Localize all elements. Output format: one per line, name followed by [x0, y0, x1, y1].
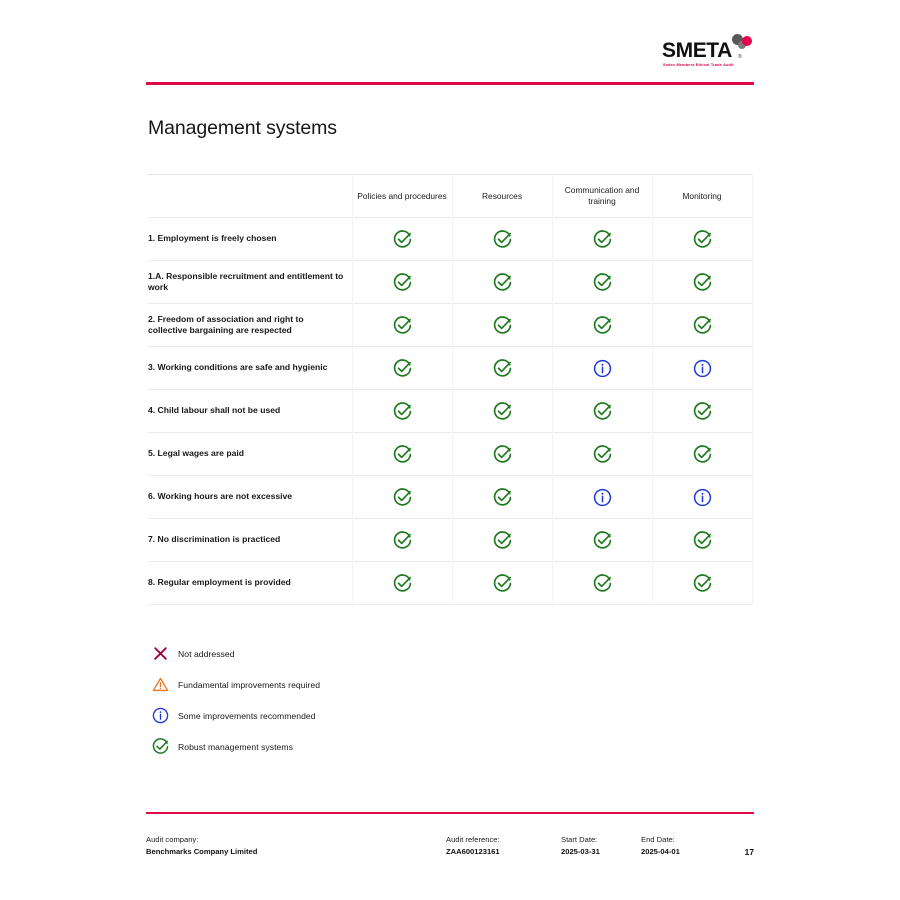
page-header: [146, 34, 754, 84]
robust-check-icon: [493, 574, 512, 593]
robust-check-icon: [493, 273, 512, 292]
footer-audit-company: [146, 833, 257, 858]
logo-dot-pink-icon: [742, 36, 752, 46]
table-row: [148, 260, 752, 303]
logo-wordmark: SMETA: [662, 39, 732, 62]
rating-cell-r2-c1: [352, 261, 452, 303]
rating-cell-r6-c2: [452, 433, 552, 475]
rating-cell-r9-c2: [452, 562, 552, 604]
row-label: 7. No discrimination is practiced: [148, 534, 281, 545]
row-label: 3. Working conditions are safe and hygienic: [148, 362, 328, 373]
robust-check-icon: [593, 273, 612, 292]
legend-icon-warning: [152, 676, 178, 693]
rating-cell-r4-c1: [352, 347, 452, 389]
robust-check-icon: [493, 359, 512, 378]
rating-cell-r9-c1: [352, 562, 452, 604]
robust-check-icon: [693, 316, 712, 335]
rating-cell-r5-c3: [552, 390, 652, 432]
robust-check-icon: [593, 316, 612, 335]
rating-cell-r9-c4: [652, 562, 752, 604]
table-row: [148, 561, 752, 604]
rating-cell-r1-c1: [352, 218, 452, 260]
legend-label: Robust management systems: [178, 741, 293, 752]
rating-cell-r7-c4: [652, 476, 752, 518]
footer-audit-reference: [446, 833, 500, 858]
robust-check-icon: [693, 574, 712, 593]
page-footer: [146, 833, 754, 867]
rating-cell-r2-c4: [652, 261, 752, 303]
robust-check-icon: [393, 488, 412, 507]
robust-check-icon: [693, 230, 712, 249]
row-label: 1. Employment is freely chosen: [148, 233, 277, 244]
rating-cell-r6-c1: [352, 433, 452, 475]
column-separator-4: [652, 174, 653, 605]
rating-cell-r8-c2: [452, 519, 552, 561]
robust-check-icon: [693, 445, 712, 464]
column-separator-2: [452, 174, 453, 605]
logo-subtitle: Sedex Members Ethical Trade Audit: [663, 62, 734, 67]
legend-label: Fundamental improvements required: [178, 679, 321, 690]
management-systems-table: [148, 174, 752, 605]
rating-cell-r2-c2: [452, 261, 552, 303]
footer-start-date: [561, 833, 600, 858]
robust-check-icon: [593, 445, 612, 464]
column-header-1: Policies and procedures: [357, 190, 447, 201]
rating-cell-r5-c4: [652, 390, 752, 432]
legend-icon-check: [152, 738, 178, 755]
row-label: 8. Regular employment is provided: [148, 577, 291, 588]
robust-check-icon: [152, 738, 169, 755]
robust-check-icon: [393, 230, 412, 249]
footer-end-date-value: 2025-04-01: [641, 847, 680, 857]
some-improvements-info-icon: [152, 707, 169, 724]
table-bottom-border: [148, 604, 752, 605]
robust-check-icon: [593, 230, 612, 249]
row-label: 2. Freedom of association and right to collective bargaining are respected: [148, 313, 304, 335]
footer-start-date-label: Start Date:: [561, 835, 598, 844]
rating-cell-r5-c2: [452, 390, 552, 432]
legend-item: [152, 669, 572, 700]
robust-check-icon: [693, 273, 712, 292]
robust-check-icon: [393, 402, 412, 421]
robust-check-icon: [493, 488, 512, 507]
logo-trademark: ®: [738, 54, 742, 60]
footer-audit-company-value: Benchmarks Company Limited: [146, 847, 258, 857]
fundamental-improvements-warning-icon: [152, 676, 169, 693]
footer-start-date-value: 2025-03-31: [561, 847, 600, 857]
row-label: 5. Legal wages are paid: [148, 448, 245, 459]
some-improvements-info-icon: [593, 488, 612, 507]
robust-check-icon: [593, 402, 612, 421]
rating-cell-r1-c4: [652, 218, 752, 260]
rating-cell-r6-c3: [552, 433, 652, 475]
rating-cell-r3-c2: [452, 304, 552, 346]
legend-icon-info: [152, 707, 178, 724]
footer-end-date-label: End Date:: [641, 835, 675, 844]
rating-cell-r4-c2: [452, 347, 552, 389]
robust-check-icon: [393, 273, 412, 292]
column-separator-3: [552, 174, 553, 605]
rating-cell-r7-c3: [552, 476, 652, 518]
legend-item: [152, 638, 572, 669]
column-separator-1: [352, 174, 353, 605]
robust-check-icon: [393, 531, 412, 550]
robust-check-icon: [693, 531, 712, 550]
table-row: [148, 389, 752, 432]
table-row: [148, 217, 752, 260]
legend: [152, 638, 572, 762]
table-row: [148, 432, 752, 475]
legend-icon-cross: [152, 645, 178, 662]
robust-check-icon: [593, 574, 612, 593]
footer-end-date: [641, 833, 680, 858]
footer-divider: [146, 812, 754, 814]
rating-cell-r8-c4: [652, 519, 752, 561]
some-improvements-info-icon: [693, 488, 712, 507]
footer-audit-reference-label: Audit reference:: [446, 835, 500, 844]
robust-check-icon: [393, 574, 412, 593]
table-row: [148, 518, 752, 561]
footer-audit-reference-value: ZAA600123161: [446, 847, 500, 857]
rating-cell-r7-c1: [352, 476, 452, 518]
legend-label: Not addressed: [178, 648, 235, 659]
robust-check-icon: [493, 445, 512, 464]
legend-item: [152, 700, 572, 731]
rating-cell-r4-c3: [552, 347, 652, 389]
robust-check-icon: [493, 531, 512, 550]
legend-label: Some improvements recommended: [178, 710, 316, 721]
header-divider: [146, 82, 754, 85]
column-header-2: Resources: [481, 190, 523, 201]
table-header-row: [148, 174, 752, 217]
rating-cell-r7-c2: [452, 476, 552, 518]
page-title: Management systems: [148, 117, 337, 139]
rating-cell-r3-c3: [552, 304, 652, 346]
robust-check-icon: [393, 359, 412, 378]
rating-cell-r5-c1: [352, 390, 452, 432]
rating-cell-r1-c3: [552, 218, 652, 260]
footer-audit-company-label: Audit company:: [146, 835, 199, 844]
column-header-4: Monitoring: [682, 190, 722, 201]
robust-check-icon: [493, 316, 512, 335]
rating-cell-r2-c3: [552, 261, 652, 303]
rating-cell-r3-c1: [352, 304, 452, 346]
rating-cell-r1-c2: [452, 218, 552, 260]
table-row: [148, 475, 752, 518]
row-label: 4. Child labour shall not be used: [148, 405, 281, 416]
some-improvements-info-icon: [593, 359, 612, 378]
row-label: 1.A. Responsible recruitment and entitlement to work: [148, 270, 344, 292]
rating-cell-r3-c4: [652, 304, 752, 346]
rating-cell-r8-c3: [552, 519, 652, 561]
robust-check-icon: [393, 316, 412, 335]
table-row: [148, 346, 752, 389]
rating-cell-r8-c1: [352, 519, 452, 561]
not-addressed-cross-icon: [152, 645, 169, 662]
rating-cell-r6-c4: [652, 433, 752, 475]
robust-check-icon: [393, 445, 412, 464]
rating-cell-r9-c3: [552, 562, 652, 604]
robust-check-icon: [593, 531, 612, 550]
some-improvements-info-icon: [693, 359, 712, 378]
column-separator-5: [752, 174, 753, 605]
robust-check-icon: [493, 402, 512, 421]
rating-cell-r4-c4: [652, 347, 752, 389]
column-header-3: Communication and training: [564, 185, 640, 206]
page-number: 17: [744, 847, 754, 857]
smeta-logo: [662, 34, 754, 76]
row-label: 6. Working hours are not excessive: [148, 491, 293, 502]
legend-item: [152, 731, 572, 762]
table-row: [148, 303, 752, 346]
robust-check-icon: [693, 402, 712, 421]
robust-check-icon: [493, 230, 512, 249]
